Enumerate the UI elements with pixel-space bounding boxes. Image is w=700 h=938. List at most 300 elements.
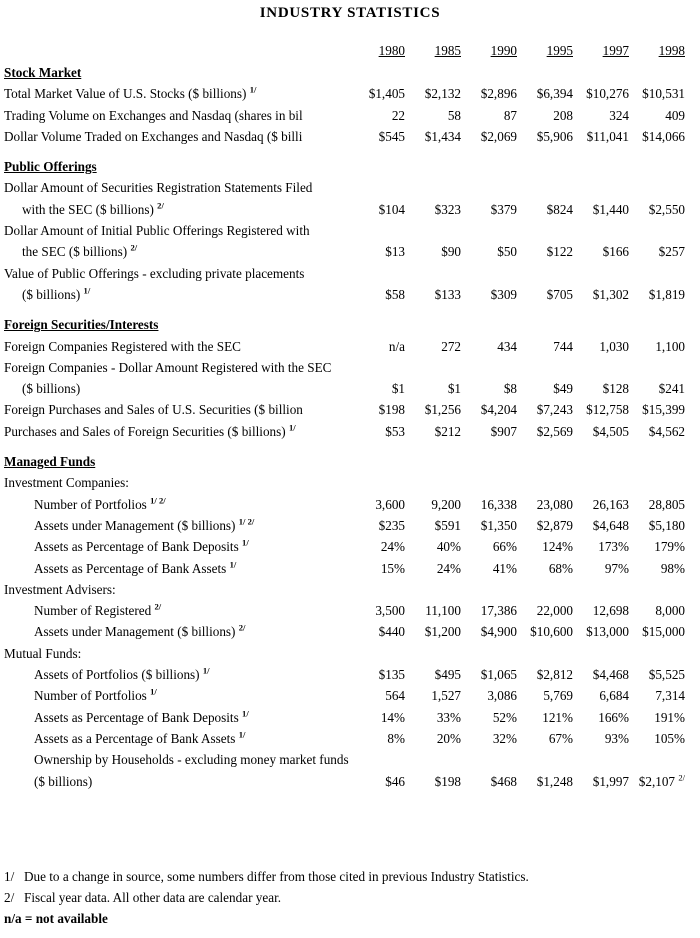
row-label-cell bbox=[4, 515, 349, 536]
data-cell-1995 bbox=[517, 199, 573, 220]
data-cell-1998 bbox=[629, 378, 685, 399]
row-label-text: the SEC ($ billions) bbox=[22, 244, 128, 260]
footnote-marker-label: 1/ bbox=[4, 869, 15, 884]
table-row bbox=[4, 536, 685, 557]
cell-value: $135 bbox=[378, 667, 405, 683]
data-cell-1997 bbox=[573, 621, 629, 642]
empty-cell bbox=[349, 156, 405, 177]
cell-value: $2,812 bbox=[536, 667, 573, 683]
data-cell-1985 bbox=[405, 515, 461, 536]
data-cell-1995 bbox=[517, 241, 573, 262]
data-cell-1995 bbox=[517, 263, 573, 284]
section-heading-row bbox=[4, 314, 685, 335]
data-cell-1998 bbox=[629, 707, 685, 728]
data-cell-1980 bbox=[349, 472, 405, 493]
cell-value: $1,440 bbox=[592, 201, 629, 217]
data-cell-1985 bbox=[405, 771, 461, 792]
row-label-cell bbox=[4, 579, 349, 600]
data-cell-1998 bbox=[629, 664, 685, 685]
data-cell-1997 bbox=[573, 728, 629, 749]
empty-cell bbox=[629, 156, 685, 177]
data-cell-1998 bbox=[629, 220, 685, 241]
data-cell-1997 bbox=[573, 177, 629, 198]
table-row bbox=[4, 263, 685, 284]
data-cell-1990 bbox=[461, 336, 517, 357]
data-cell-1997 bbox=[573, 579, 629, 600]
cell-value: 124% bbox=[542, 539, 573, 555]
cell-value: 272 bbox=[441, 338, 461, 354]
data-cell-1990 bbox=[461, 728, 517, 749]
cell-value: 208 bbox=[553, 107, 573, 123]
table-row bbox=[4, 421, 685, 442]
row-label-cell bbox=[4, 707, 349, 728]
data-cell-1985 bbox=[405, 378, 461, 399]
row-label-cell bbox=[4, 177, 349, 198]
data-cell-1995 bbox=[517, 728, 573, 749]
table-row bbox=[4, 83, 685, 104]
row-label-text: Assets as Percentage of Bank Deposits bbox=[34, 539, 239, 555]
data-cell-1998 bbox=[629, 728, 685, 749]
data-cell-1998 bbox=[629, 643, 685, 664]
data-cell-1990 bbox=[461, 105, 517, 126]
data-cell-1995 bbox=[517, 83, 573, 104]
data-cell-1980 bbox=[349, 220, 405, 241]
cell-value: $241 bbox=[658, 381, 685, 397]
empty-cell bbox=[405, 314, 461, 335]
row-label-cell bbox=[4, 685, 349, 706]
data-cell-1980 bbox=[349, 199, 405, 220]
data-cell-1995 bbox=[517, 643, 573, 664]
data-cell-1997 bbox=[573, 600, 629, 621]
cell-value: 97% bbox=[604, 560, 629, 576]
data-cell-1998 bbox=[629, 771, 685, 792]
data-cell-1980 bbox=[349, 494, 405, 515]
cell-value: 7,314 bbox=[655, 688, 685, 704]
footnote-marker: 1/ bbox=[242, 708, 249, 719]
data-cell-1990 bbox=[461, 685, 517, 706]
data-cell-1980 bbox=[349, 105, 405, 126]
cell-value: 8% bbox=[387, 730, 405, 746]
column-header-year-1985 bbox=[405, 40, 461, 62]
data-cell-1985 bbox=[405, 126, 461, 147]
data-cell-1980 bbox=[349, 664, 405, 685]
data-cell-1997 bbox=[573, 83, 629, 104]
data-cell-1985 bbox=[405, 621, 461, 642]
cell-value: $824 bbox=[546, 201, 573, 217]
data-cell-1995 bbox=[517, 664, 573, 685]
cell-value: 105% bbox=[654, 730, 685, 746]
row-label-cell bbox=[4, 749, 349, 770]
row-label-cell bbox=[4, 536, 349, 557]
year-label: 1995 bbox=[546, 43, 573, 58]
cell-value: 564 bbox=[385, 688, 405, 704]
table-row bbox=[4, 579, 685, 600]
data-cell-1995 bbox=[517, 536, 573, 557]
data-cell-1990 bbox=[461, 177, 517, 198]
data-cell-1990 bbox=[461, 771, 517, 792]
header-label-cell bbox=[4, 40, 349, 62]
data-cell-1997 bbox=[573, 199, 629, 220]
cell-value: $2,550 bbox=[648, 201, 685, 217]
spacer-cell bbox=[4, 305, 685, 314]
cell-value: 6,684 bbox=[599, 688, 629, 704]
table-row bbox=[4, 472, 685, 493]
cell-value: 8,000 bbox=[655, 603, 685, 619]
cell-value: 1,030 bbox=[599, 338, 629, 354]
empty-cell bbox=[517, 451, 573, 472]
data-cell-1998 bbox=[629, 494, 685, 515]
empty-cell bbox=[629, 314, 685, 335]
data-cell-1997 bbox=[573, 284, 629, 305]
data-cell-1995 bbox=[517, 749, 573, 770]
empty-cell bbox=[573, 314, 629, 335]
empty-cell bbox=[461, 156, 517, 177]
table-header-row bbox=[4, 40, 685, 62]
cell-value: 16,338 bbox=[480, 496, 517, 512]
row-label-text: Number of Portfolios bbox=[34, 688, 147, 704]
table-row bbox=[4, 220, 685, 241]
footnote-text: Due to a change in source, some numbers differ from those cited in previous Industry Statistics. bbox=[24, 869, 529, 884]
data-cell-1985 bbox=[405, 600, 461, 621]
row-label-text: Dollar Amount of Securities Registration Statements Filed bbox=[4, 180, 313, 196]
table-row bbox=[4, 241, 685, 262]
row-label-text: Assets of Portfolios ($ billions) bbox=[34, 667, 200, 683]
data-cell-1990 bbox=[461, 421, 517, 442]
data-cell-1980 bbox=[349, 177, 405, 198]
empty-cell bbox=[629, 451, 685, 472]
data-cell-1995 bbox=[517, 220, 573, 241]
data-cell-1997 bbox=[573, 263, 629, 284]
cell-value: 20% bbox=[436, 730, 461, 746]
table-row bbox=[4, 749, 685, 770]
data-cell-1990 bbox=[461, 263, 517, 284]
data-cell-1998 bbox=[629, 472, 685, 493]
row-label-cell bbox=[4, 105, 349, 126]
data-cell-1998 bbox=[629, 357, 685, 378]
data-cell-1980 bbox=[349, 771, 405, 792]
empty-cell bbox=[461, 62, 517, 83]
data-cell-1998 bbox=[629, 421, 685, 442]
data-cell-1997 bbox=[573, 749, 629, 770]
cell-value: $58 bbox=[385, 286, 405, 302]
data-cell-1990 bbox=[461, 707, 517, 728]
cell-value: $49 bbox=[553, 381, 573, 397]
cell-value: $90 bbox=[441, 244, 461, 260]
cell-value: $379 bbox=[490, 201, 517, 217]
cell-value: $128 bbox=[602, 381, 629, 397]
data-cell-1995 bbox=[517, 336, 573, 357]
empty-cell bbox=[349, 62, 405, 83]
cell-value: $12,758 bbox=[586, 402, 629, 418]
row-label-text: Dollar Volume Traded on Exchanges and Nasdaq ($ billi bbox=[4, 128, 303, 144]
data-cell-1995 bbox=[517, 284, 573, 305]
row-label-cell bbox=[4, 643, 349, 664]
data-cell-1997 bbox=[573, 558, 629, 579]
cell-value: $1,256 bbox=[424, 402, 461, 418]
cell-value: 179% bbox=[654, 539, 685, 555]
cell-value: $545 bbox=[378, 128, 405, 144]
data-cell-1985 bbox=[405, 83, 461, 104]
cell-value: 58 bbox=[447, 107, 461, 123]
cell-value: 52% bbox=[492, 709, 517, 725]
data-cell-1990 bbox=[461, 378, 517, 399]
cell-value: 14% bbox=[380, 709, 405, 725]
cell-value: 191% bbox=[654, 709, 685, 725]
cell-value: $1,200 bbox=[424, 624, 461, 640]
row-label-text: Ownership by Households - excluding money market funds bbox=[34, 752, 349, 768]
data-cell-1990 bbox=[461, 199, 517, 220]
data-cell-1985 bbox=[405, 177, 461, 198]
footnote-marker: 1/ 2/ bbox=[150, 495, 166, 506]
empty-cell bbox=[517, 62, 573, 83]
cell-value: 40% bbox=[436, 539, 461, 555]
cell-value: $323 bbox=[434, 201, 461, 217]
data-cell-1980 bbox=[349, 357, 405, 378]
table-row bbox=[4, 284, 685, 305]
data-cell-1980 bbox=[349, 515, 405, 536]
data-cell-1980 bbox=[349, 284, 405, 305]
row-label-cell bbox=[4, 472, 349, 493]
data-cell-1990 bbox=[461, 643, 517, 664]
data-cell-1995 bbox=[517, 558, 573, 579]
data-cell-1980 bbox=[349, 728, 405, 749]
cell-value: 121% bbox=[542, 709, 573, 725]
data-cell-1998 bbox=[629, 126, 685, 147]
data-cell-1985 bbox=[405, 536, 461, 557]
cell-value: $257 bbox=[658, 244, 685, 260]
cell-value: 66% bbox=[492, 539, 517, 555]
cell-value: $104 bbox=[378, 201, 405, 217]
cell-value: 1,527 bbox=[431, 688, 461, 704]
footnote-line-3 bbox=[4, 908, 694, 929]
data-cell-1990 bbox=[461, 83, 517, 104]
section-heading-row bbox=[4, 156, 685, 177]
data-cell-1995 bbox=[517, 685, 573, 706]
row-label-text: with the SEC ($ billions) bbox=[22, 201, 154, 217]
row-label-cell bbox=[4, 494, 349, 515]
cell-value: $2,569 bbox=[536, 423, 573, 439]
data-cell-1995 bbox=[517, 771, 573, 792]
data-cell-1980 bbox=[349, 643, 405, 664]
data-cell-1985 bbox=[405, 707, 461, 728]
data-cell-1980 bbox=[349, 126, 405, 147]
data-cell-1995 bbox=[517, 399, 573, 420]
data-cell-1997 bbox=[573, 399, 629, 420]
row-label-text: Assets as a Percentage of Bank Assets bbox=[34, 730, 236, 746]
row-label-cell bbox=[4, 771, 349, 792]
data-cell-1998 bbox=[629, 399, 685, 420]
row-label-cell bbox=[4, 664, 349, 685]
table-row bbox=[4, 494, 685, 515]
data-cell-1985 bbox=[405, 421, 461, 442]
cell-value: 17,386 bbox=[480, 603, 517, 619]
row-label-cell bbox=[4, 421, 349, 442]
data-cell-1985 bbox=[405, 241, 461, 262]
data-cell-1995 bbox=[517, 600, 573, 621]
cell-footnote-marker: 2/ bbox=[678, 772, 685, 783]
data-cell-1997 bbox=[573, 378, 629, 399]
data-cell-1997 bbox=[573, 472, 629, 493]
cell-value: $4,648 bbox=[592, 517, 629, 533]
table-row bbox=[4, 685, 685, 706]
section-heading-row bbox=[4, 62, 685, 83]
page-title: INDUSTRY STATISTICS bbox=[259, 5, 441, 21]
table-row bbox=[4, 399, 685, 420]
cell-value: $705 bbox=[546, 286, 573, 302]
data-cell-1995 bbox=[517, 357, 573, 378]
table-row bbox=[4, 177, 685, 198]
cell-value: $50 bbox=[497, 244, 517, 260]
data-cell-1998 bbox=[629, 241, 685, 262]
data-cell-1998 bbox=[629, 177, 685, 198]
row-label-text: Purchases and Sales of Foreign Securities ($ billions) bbox=[4, 423, 286, 439]
data-cell-1997 bbox=[573, 336, 629, 357]
row-label-cell bbox=[4, 357, 349, 378]
data-cell-1980 bbox=[349, 707, 405, 728]
row-label-text: Foreign Purchases and Sales of U.S. Securities ($ billion bbox=[4, 402, 303, 418]
cell-value: 744 bbox=[553, 338, 573, 354]
data-cell-1995 bbox=[517, 126, 573, 147]
data-cell-1998 bbox=[629, 83, 685, 104]
cell-value: $13 bbox=[385, 244, 405, 260]
row-label-cell bbox=[4, 241, 349, 262]
footnote-marker: 1/ bbox=[202, 665, 210, 676]
row-label-text: Assets under Management ($ billions) bbox=[34, 624, 236, 640]
cell-value: 67% bbox=[548, 730, 573, 746]
data-cell-1998 bbox=[629, 199, 685, 220]
cell-value: $133 bbox=[434, 286, 461, 302]
table-row bbox=[4, 515, 685, 536]
cell-value: $8 bbox=[503, 381, 517, 397]
cell-value: $15,000 bbox=[642, 624, 685, 640]
data-cell-1990 bbox=[461, 472, 517, 493]
cell-value: 1,100 bbox=[655, 338, 685, 354]
cell-value: 12,698 bbox=[592, 603, 629, 619]
data-cell-1997 bbox=[573, 126, 629, 147]
table-row bbox=[4, 378, 685, 399]
data-cell-1980 bbox=[349, 600, 405, 621]
cell-value: $495 bbox=[434, 667, 461, 683]
data-cell-1985 bbox=[405, 336, 461, 357]
year-label: 1980 bbox=[378, 43, 405, 58]
row-label-text: Number of Portfolios bbox=[34, 496, 147, 512]
row-label-text: Mutual Funds: bbox=[4, 645, 82, 661]
data-cell-1985 bbox=[405, 685, 461, 706]
footnote-marker: 2/ bbox=[154, 601, 162, 612]
row-label-text: Dollar Amount of Initial Public Offerings Registered with bbox=[4, 223, 310, 239]
cell-value: $591 bbox=[434, 517, 461, 533]
footnote-line-2 bbox=[4, 887, 694, 908]
cell-value: $5,906 bbox=[536, 128, 573, 144]
section-heading-text: Foreign Securities/Interests bbox=[4, 317, 159, 333]
cell-value: $198 bbox=[378, 402, 405, 418]
empty-cell bbox=[405, 451, 461, 472]
footnote-marker: 1/ bbox=[229, 559, 237, 570]
table-row bbox=[4, 126, 685, 147]
data-cell-1980 bbox=[349, 399, 405, 420]
year-label: 1985 bbox=[434, 43, 461, 58]
table-row bbox=[4, 643, 685, 664]
cell-value: $1 bbox=[391, 381, 405, 397]
section-heading-text: Managed Funds bbox=[4, 454, 96, 470]
cell-value: $15,399 bbox=[642, 402, 685, 418]
cell-value: 5,769 bbox=[543, 688, 573, 704]
empty-cell bbox=[461, 451, 517, 472]
cell-value: $212 bbox=[434, 423, 461, 439]
data-cell-1980 bbox=[349, 621, 405, 642]
empty-cell bbox=[405, 156, 461, 177]
cell-value: $10,531 bbox=[642, 86, 685, 102]
footnote-marker: 1/ 2/ bbox=[238, 516, 255, 527]
data-cell-1990 bbox=[461, 664, 517, 685]
section-heading-stock-market bbox=[4, 62, 349, 83]
cell-value: 28,805 bbox=[648, 496, 685, 512]
footnote-marker: 2/ bbox=[130, 242, 138, 253]
cell-value: 32% bbox=[492, 730, 517, 746]
spacer-row bbox=[4, 305, 685, 314]
data-cell-1997 bbox=[573, 421, 629, 442]
empty-cell bbox=[349, 451, 405, 472]
cell-value: $1,819 bbox=[648, 286, 685, 302]
year-label: 1997 bbox=[602, 43, 629, 58]
data-cell-1990 bbox=[461, 284, 517, 305]
cell-value: 3,600 bbox=[375, 496, 405, 512]
column-header-year-1997 bbox=[573, 40, 629, 62]
footnote-line-1 bbox=[4, 866, 694, 887]
cell-value: 11,100 bbox=[425, 603, 461, 619]
data-cell-1985 bbox=[405, 284, 461, 305]
data-cell-1998 bbox=[629, 263, 685, 284]
empty-cell bbox=[573, 156, 629, 177]
cell-value: $907 bbox=[490, 423, 517, 439]
data-cell-1990 bbox=[461, 220, 517, 241]
cell-value: $1,065 bbox=[480, 667, 517, 683]
footnote-text: n/a = not available bbox=[4, 911, 108, 926]
data-cell-1995 bbox=[517, 621, 573, 642]
row-label-text: Assets as Percentage of Bank Deposits bbox=[34, 709, 239, 725]
data-cell-1985 bbox=[405, 263, 461, 284]
cell-value: 15% bbox=[380, 560, 405, 576]
cell-value: n/a bbox=[388, 338, 405, 354]
data-cell-1995 bbox=[517, 105, 573, 126]
cell-value: $7,243 bbox=[536, 402, 573, 418]
empty-cell bbox=[405, 62, 461, 83]
data-cell-1980 bbox=[349, 536, 405, 557]
data-cell-1997 bbox=[573, 220, 629, 241]
cell-value: 33% bbox=[436, 709, 461, 725]
data-cell-1985 bbox=[405, 220, 461, 241]
row-label-cell bbox=[4, 378, 349, 399]
data-cell-1985 bbox=[405, 558, 461, 579]
data-cell-1997 bbox=[573, 664, 629, 685]
data-cell-1980 bbox=[349, 421, 405, 442]
cell-value: 87 bbox=[503, 107, 517, 123]
data-cell-1990 bbox=[461, 515, 517, 536]
table-row bbox=[4, 664, 685, 685]
data-cell-1998 bbox=[629, 515, 685, 536]
data-cell-1980 bbox=[349, 749, 405, 770]
cell-value: $14,066 bbox=[642, 128, 685, 144]
data-cell-1998 bbox=[629, 600, 685, 621]
data-cell-1998 bbox=[629, 579, 685, 600]
cell-value: $198 bbox=[434, 773, 461, 789]
cell-value: 3,500 bbox=[375, 603, 405, 619]
cell-value: $235 bbox=[378, 517, 405, 533]
empty-cell bbox=[573, 62, 629, 83]
data-cell-1998 bbox=[629, 284, 685, 305]
cell-value: $2,879 bbox=[536, 517, 573, 533]
cell-value: $10,600 bbox=[530, 624, 573, 640]
